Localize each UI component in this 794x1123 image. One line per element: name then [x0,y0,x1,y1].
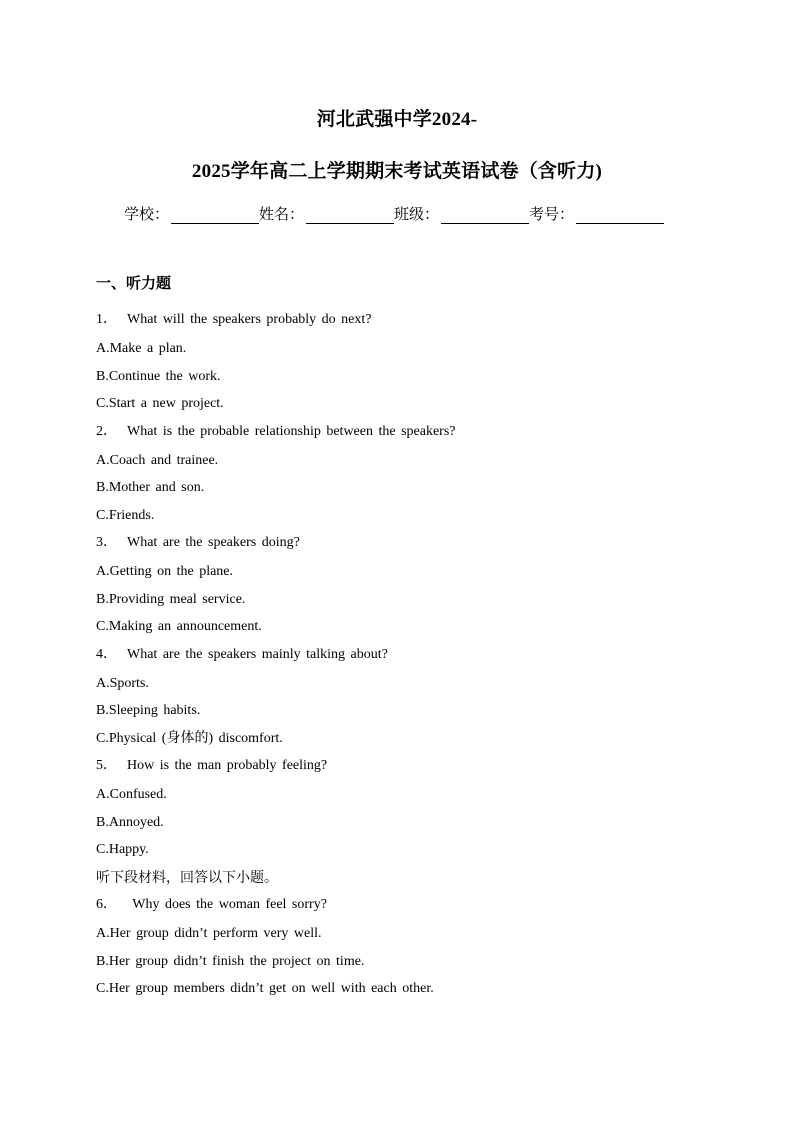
option-2b: B.Mother and son. [96,480,205,495]
class-blank[interactable] [441,207,529,224]
listening-instruction: 听下段材料，回答以下小题。 [96,869,278,886]
question-text: What will the speakers probably do next? [127,312,372,327]
question-text: How is the man probably feeling? [127,758,328,773]
exam-title-line-1: 河北武强中学2024- [316,109,478,130]
class-label: 班级： [394,207,440,223]
exam-title-line-2: 2025学年高二上学期期末考试英语试卷（含听力) [191,161,603,182]
exam-number-blank[interactable] [576,207,664,224]
question-text: What are the speakers doing? [127,535,300,550]
school-field [124,203,259,224]
option-5a: A.Confused. [96,787,167,802]
name-blank[interactable] [306,207,394,224]
question-text: Why does the woman feel sorry? [127,897,327,912]
question-text: What is the probable relationship between the speakers? [127,423,456,439]
exam-number-field [529,203,664,224]
question-text: What are the speakers mainly talking about? [127,646,388,662]
option-3c: C.Making an announcement. [96,619,262,634]
question-4 [96,644,736,673]
option-4b: B.Sleeping habits. [96,703,201,718]
question-number: 1． [96,312,117,327]
option-6b: B.Her group didn’t finish the project on time. [96,953,365,969]
school-label: 学校： [124,207,170,223]
question-number: 3． [96,535,117,550]
option-5c: C.Happy. [96,842,149,857]
class-field [394,203,529,224]
option-1a: A.Make a plan. [96,341,187,356]
question-number: 6． [96,897,117,912]
question-5 [96,755,736,784]
option-1c: C.Start a new project. [96,396,224,411]
student-info-row [124,203,664,224]
question-number: 4． [96,646,117,662]
option-5b: B.Annoyed. [96,814,164,830]
question-2 [96,421,736,450]
option-1b: B.Continue the work. [96,368,221,384]
question-1 [96,309,736,338]
option-3a: A.Getting on the plane. [96,564,234,579]
question-number: 2． [96,423,117,439]
question-3 [96,532,736,561]
name-field [259,203,394,224]
option-2c: C.Friends. [96,507,155,523]
option-3b: B.Providing meal service. [96,591,246,607]
option-4a: A.Sports. [96,675,149,691]
option-4c: C.Physical (身体的) discomfort. [96,730,283,746]
name-label: 姓名： [259,207,305,223]
option-6a: A.Her group didn’t perform very well. [96,926,322,941]
exam-number-label: 考号： [529,207,575,223]
question-6 [96,894,736,923]
question-list [96,309,736,1006]
section-heading: 一、听力题 [96,276,172,292]
option-6c: C.Her group members didn’t get on well with each other. [96,981,434,996]
school-blank[interactable] [171,207,259,224]
option-2a: A.Coach and trainee. [96,452,219,468]
question-number: 5． [96,758,117,773]
